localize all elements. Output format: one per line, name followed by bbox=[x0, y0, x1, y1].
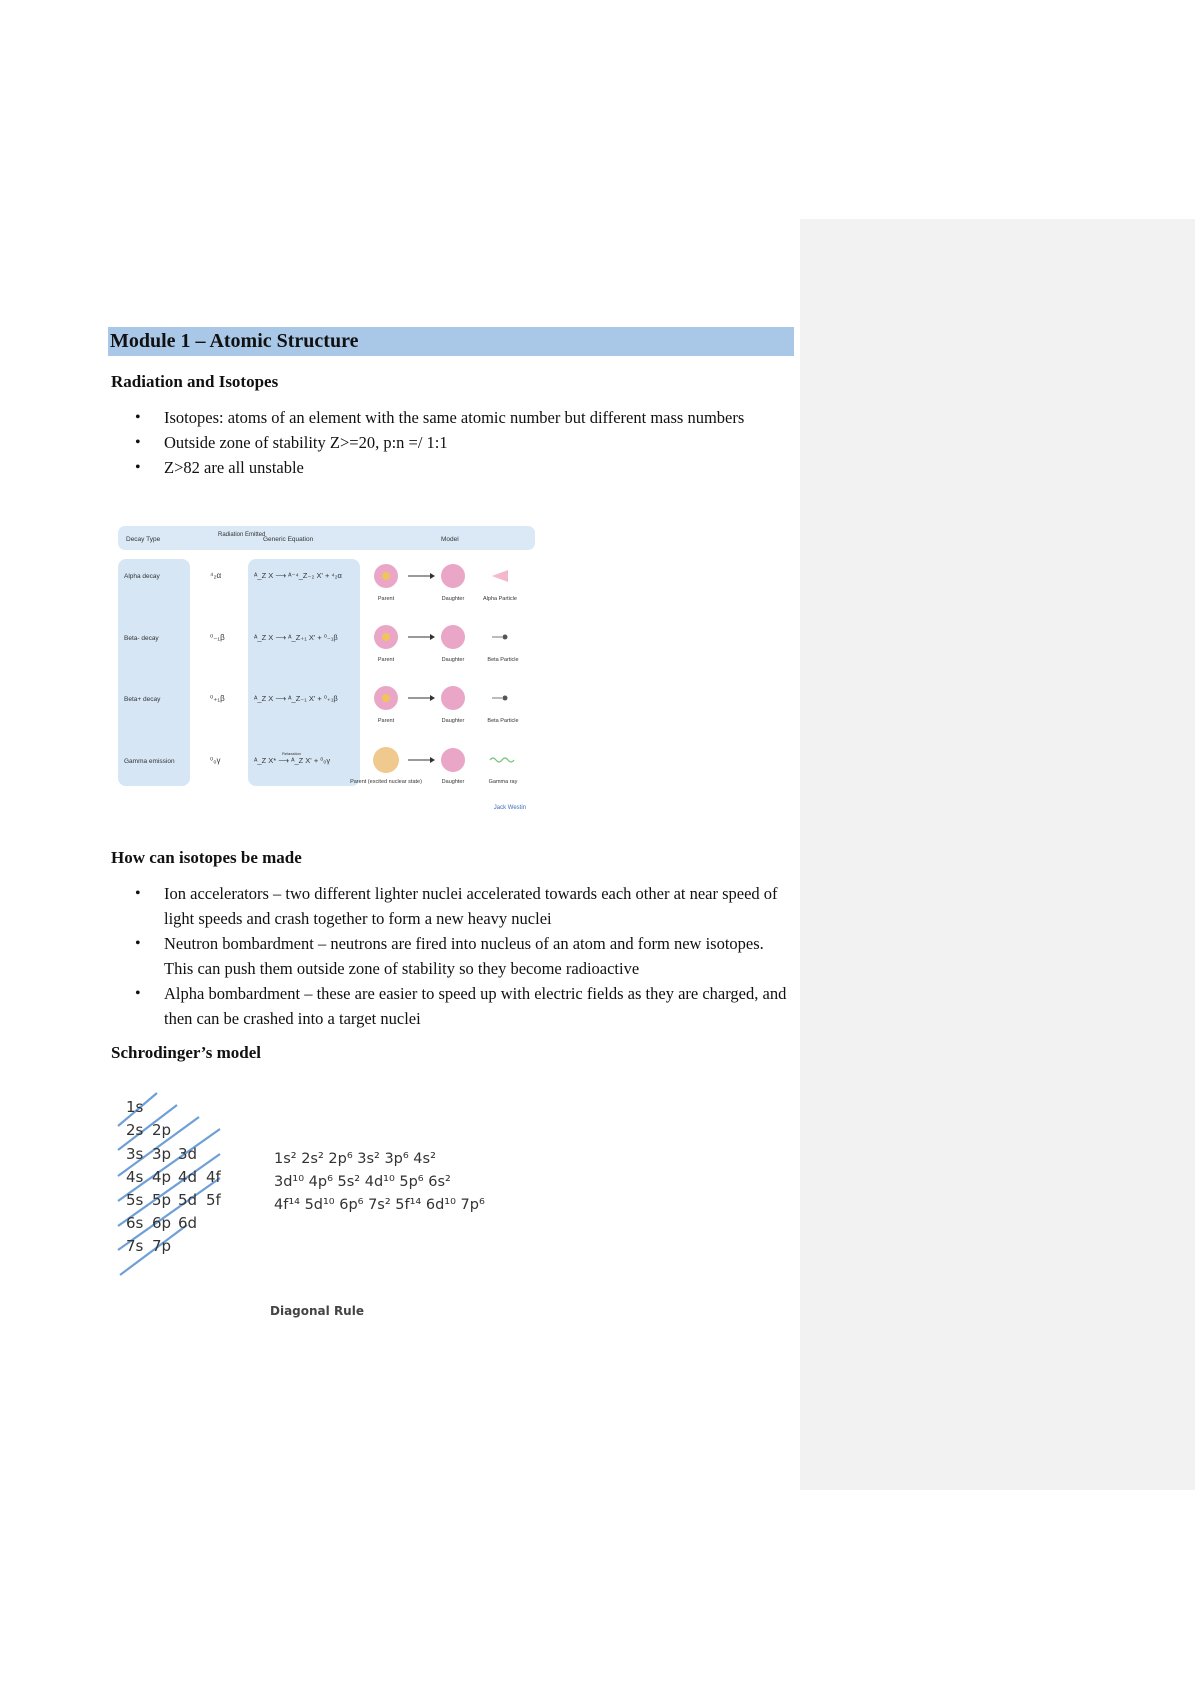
diagonal-rule-figure bbox=[112, 1088, 532, 1323]
comment-pane bbox=[800, 219, 1195, 1490]
orbital-label: 4d bbox=[178, 1168, 198, 1186]
diagonal-rule-caption: Diagonal Rule bbox=[270, 1304, 364, 1318]
model-label: Parent bbox=[377, 596, 395, 602]
orbital-label: 5s bbox=[126, 1191, 144, 1209]
model-label: Gamma ray bbox=[488, 779, 518, 785]
decay-table-svg bbox=[118, 526, 538, 816]
orbital-label: 6d bbox=[178, 1214, 198, 1232]
beta-particle-icon bbox=[503, 696, 508, 701]
list-item: • Outside zone of stability Z>=20, p:n =/ 1:1 bbox=[111, 430, 791, 455]
orbital-label: 7p bbox=[152, 1237, 172, 1255]
orbital-label: 1s bbox=[126, 1098, 144, 1116]
orbital-label: 5f bbox=[206, 1191, 221, 1209]
decay-type-column bbox=[118, 559, 190, 786]
list-item: • Isotopes: atoms of an element with the same atomic number but different mass numbers bbox=[111, 405, 791, 430]
gamma-ray-icon bbox=[490, 758, 514, 762]
relaxation-label: Relaxation bbox=[282, 751, 301, 756]
credit-text: Jack Westin bbox=[493, 805, 526, 811]
orbital-label: 4p bbox=[152, 1168, 172, 1186]
list-item: • Ion accelerators – two different lighter nuclei accelerated towards each other at near speed of light speeds and crash together to form a new heavy nuclei bbox=[111, 881, 791, 931]
orbital-label: 3d bbox=[178, 1145, 198, 1163]
orbital-label: 2p bbox=[152, 1121, 172, 1139]
config-line: 3d¹⁰ 4p⁶ 5s² 4d¹⁰ 5p⁶ 6s² bbox=[274, 1174, 451, 1190]
orbital-label: 4f bbox=[206, 1168, 221, 1186]
radiation-symbol: ⁰₊₁β bbox=[210, 694, 225, 703]
alpha-particle-icon bbox=[492, 570, 508, 582]
model-label: Beta Particle bbox=[487, 718, 519, 724]
daughter-nucleus-icon bbox=[441, 748, 465, 772]
section-schrodinger-title: Schrodinger’s model bbox=[111, 1043, 262, 1062]
config-line: 1s² 2s² 2p⁶ 3s² 3p⁶ 4s² bbox=[274, 1151, 436, 1167]
orbital-label: 7s bbox=[126, 1237, 144, 1255]
model-label: Parent (excited nuclear state) bbox=[350, 779, 422, 785]
radiation-symbol: ⁰₀γ bbox=[210, 756, 221, 765]
decay-type-label: Gamma emission bbox=[124, 758, 175, 765]
list-item: • Neutron bombardment – neutrons are fired into nucleus of an atom and form new isotopes. This can push them outside zone of stability so they become radioactive bbox=[111, 931, 791, 981]
header-radiation: Radiation Emitted bbox=[218, 532, 266, 538]
module-title: Module 1 – Atomic Structure bbox=[110, 330, 359, 352]
radiation-symbol: ⁰₋₁β bbox=[210, 633, 225, 642]
diagonal-rule-svg bbox=[112, 1088, 532, 1323]
orbital-label: 5p bbox=[152, 1191, 172, 1209]
daughter-nucleus-icon bbox=[441, 686, 465, 710]
header-equation: Generic Equation bbox=[263, 536, 314, 543]
model-label: Beta Particle bbox=[487, 657, 519, 663]
orbital-label: 6s bbox=[126, 1214, 144, 1232]
model-label: Alpha Particle bbox=[483, 596, 517, 602]
radiation-symbol: ⁴₂α bbox=[210, 571, 222, 580]
equation-text: ᴬ_Z X ⟶ ᴬ_Z₊₁ X' + ⁰₋₁β bbox=[254, 633, 338, 642]
equation-column bbox=[248, 559, 360, 786]
module-heading bbox=[108, 327, 794, 356]
orbital-label: 6p bbox=[152, 1214, 172, 1232]
decay-header-bar bbox=[118, 526, 535, 550]
beta-particle-icon bbox=[503, 635, 508, 640]
decay-type-label: Alpha decay bbox=[124, 573, 160, 580]
model-label: Parent bbox=[377, 718, 395, 724]
decay-table-figure bbox=[118, 526, 538, 816]
model-label: Parent bbox=[377, 657, 395, 663]
model-label: Daughter bbox=[441, 657, 465, 663]
model-label: Daughter bbox=[441, 718, 465, 724]
list-item: • Z>82 are all unstable bbox=[111, 455, 791, 480]
header-decay-type: Decay Type bbox=[126, 536, 161, 543]
config-line: 4f¹⁴ 5d¹⁰ 6p⁶ 7s² 5f¹⁴ 6d¹⁰ 7p⁶ bbox=[274, 1197, 485, 1213]
list-item: • Alpha bombardment – these are easier to speed up with electric fields as they are charged, and then can be crashed into a target nuclei bbox=[111, 981, 791, 1031]
orbital-label: 3p bbox=[152, 1145, 172, 1163]
orbital-grid bbox=[126, 1098, 222, 1255]
header-model: Model bbox=[441, 536, 459, 543]
daughter-nucleus-icon bbox=[441, 625, 465, 649]
orbital-label: 5d bbox=[178, 1191, 198, 1209]
radiation-bullet-list bbox=[111, 405, 791, 480]
decay-type-label: Beta- decay bbox=[124, 635, 159, 642]
model-label: Daughter bbox=[441, 779, 465, 785]
parent-nucleus-icon bbox=[373, 747, 399, 773]
orbital-label: 3s bbox=[126, 1145, 144, 1163]
equation-text: ᴬ_Z X ⟶ ᴬ⁻⁴_Z₋₂ X' + ⁴₂α bbox=[254, 571, 342, 580]
orbital-label: 4s bbox=[126, 1168, 144, 1186]
equation-text: ᴬ_Z X* ⟶ ᴬ_Z X' + ⁰₀γ bbox=[254, 756, 331, 765]
section-isotopes-made-title: How can isotopes be made bbox=[111, 848, 302, 867]
orbital-label: 2s bbox=[126, 1121, 144, 1139]
daughter-nucleus-icon bbox=[441, 564, 465, 588]
model-label: Daughter bbox=[441, 596, 465, 602]
section-radiation-title: Radiation and Isotopes bbox=[111, 372, 279, 391]
equation-text: ᴬ_Z X ⟶ ᴬ_Z₋₁ X' + ⁰₊₁β bbox=[254, 694, 338, 703]
electron-config bbox=[274, 1151, 485, 1213]
isotope-methods-list bbox=[111, 881, 791, 1031]
decay-type-label: Beta+ decay bbox=[124, 696, 161, 703]
